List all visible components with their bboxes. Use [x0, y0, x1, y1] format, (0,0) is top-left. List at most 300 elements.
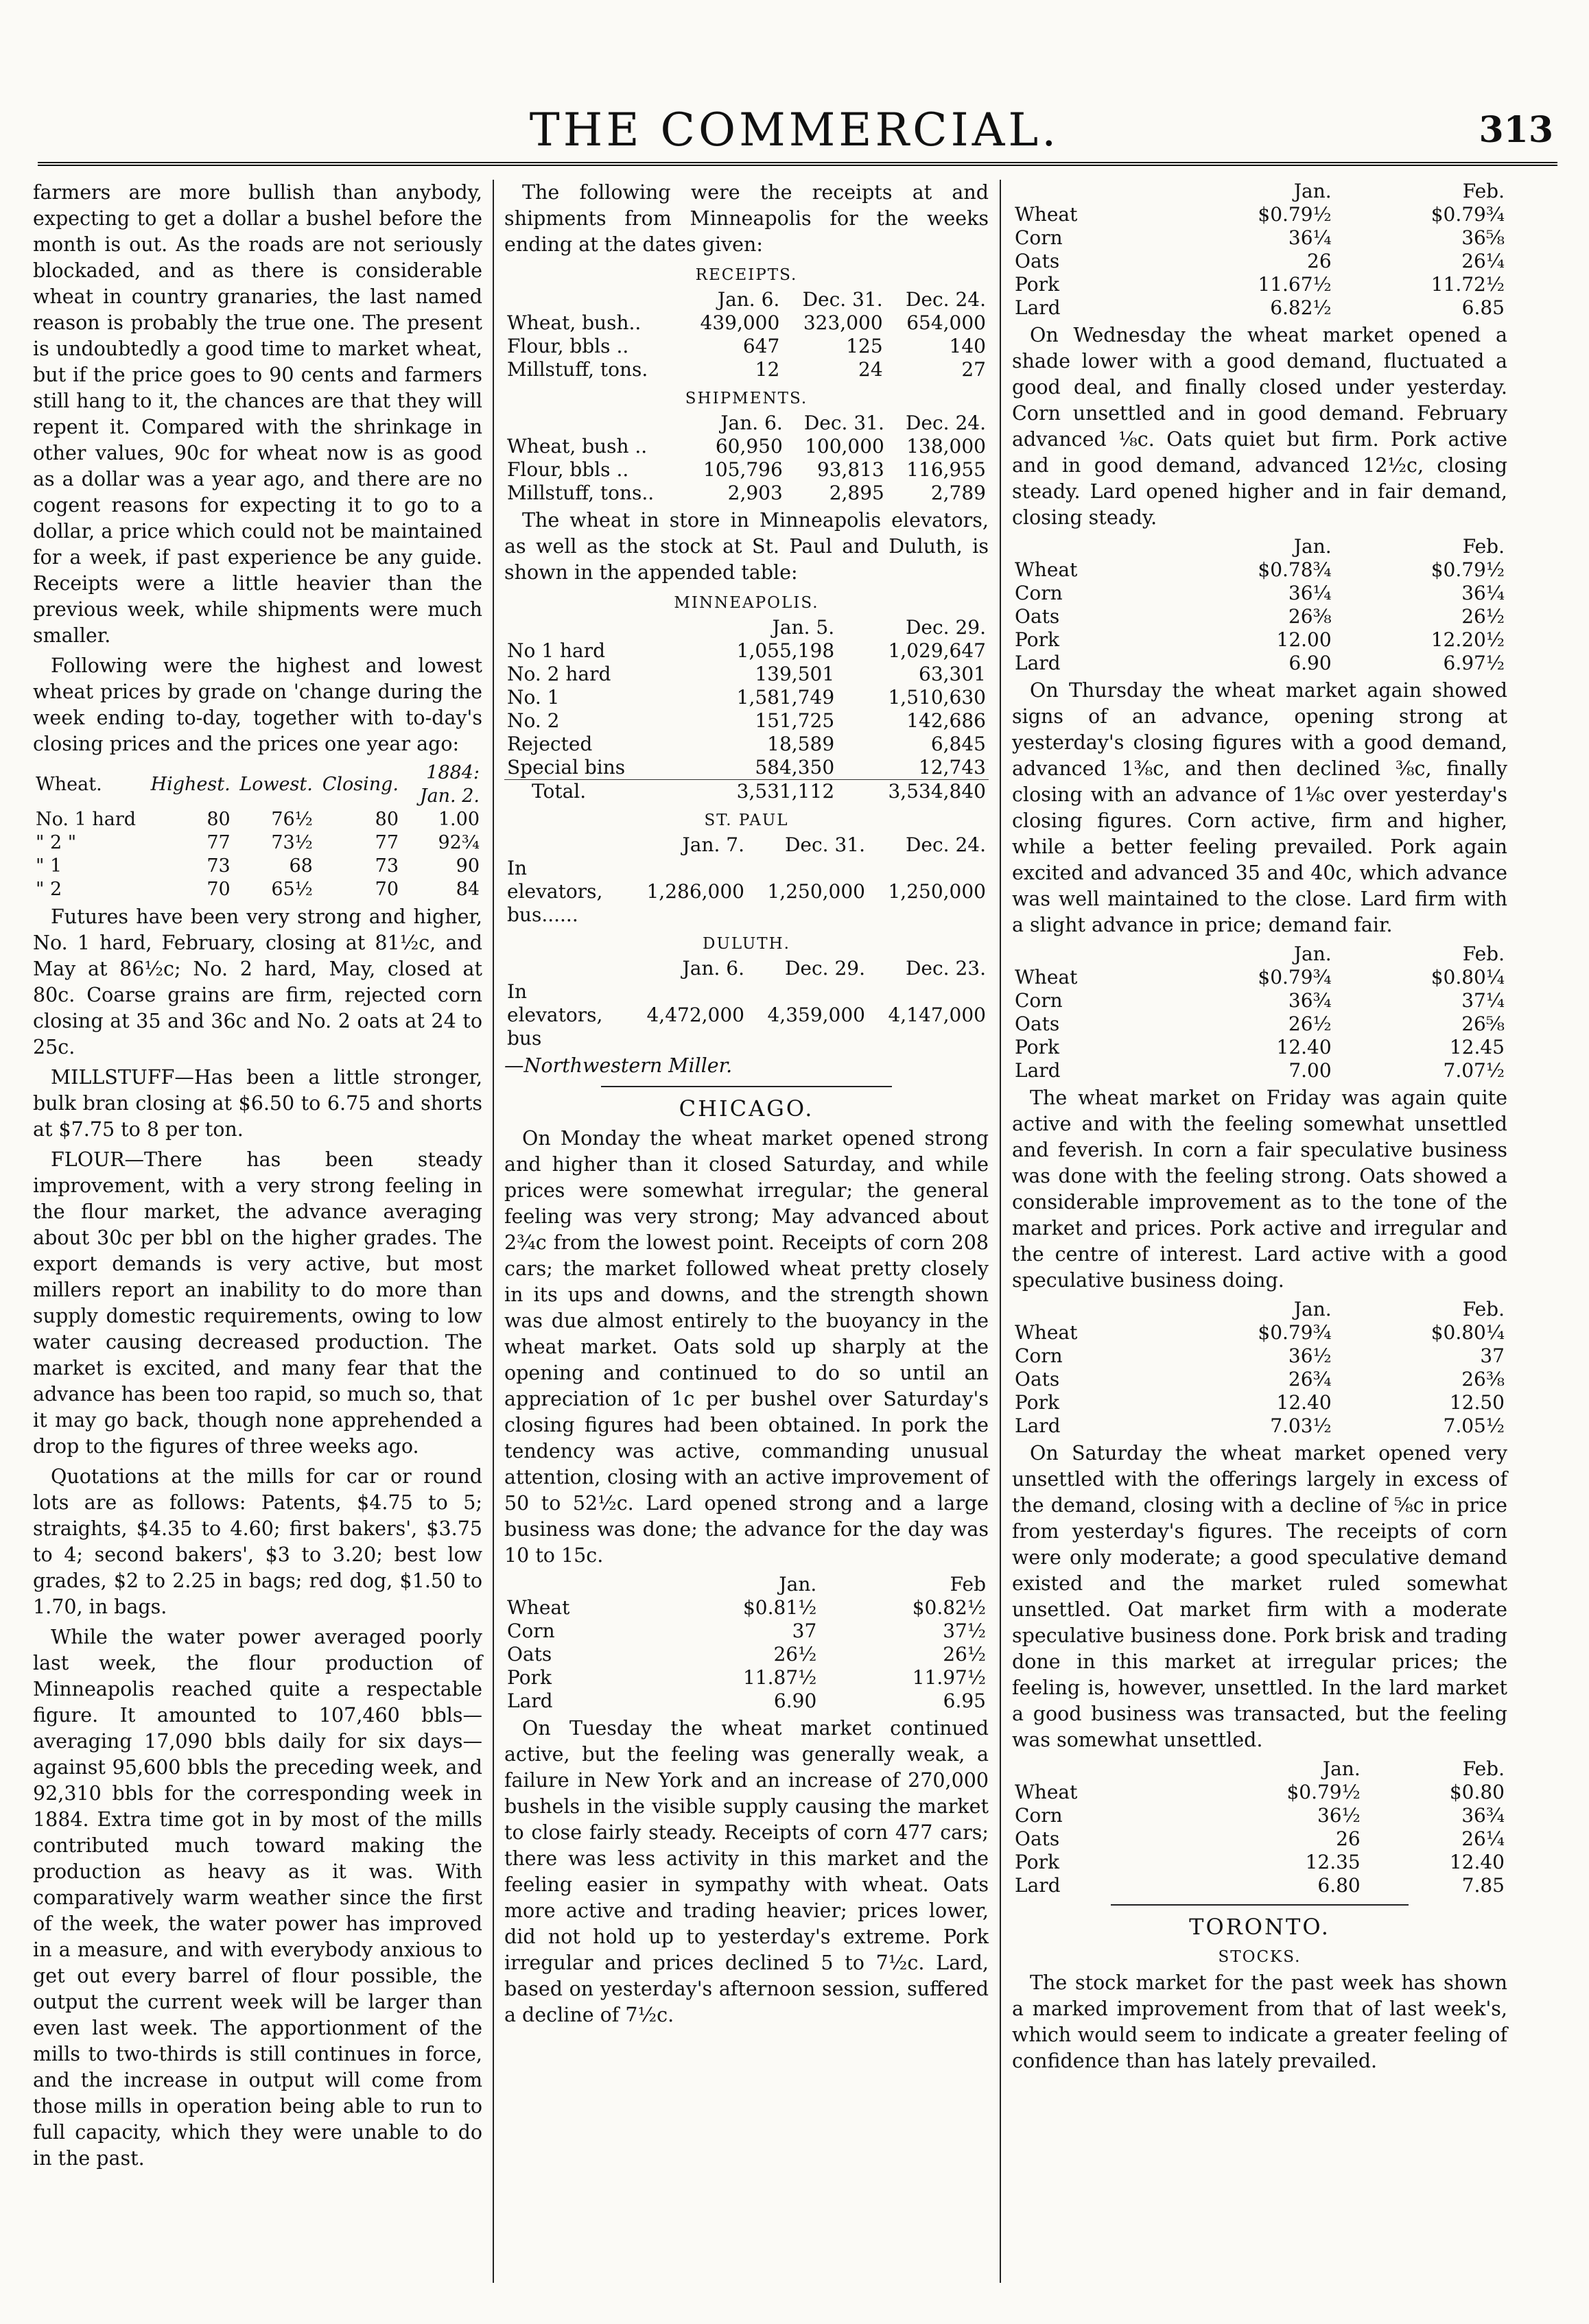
cell: 80 [375, 809, 399, 830]
header-cell [504, 616, 685, 639]
table-row [504, 1643, 989, 1666]
cell: 7.05½ [1443, 1414, 1505, 1437]
cell: 1,581,749 [736, 686, 835, 709]
table-header [1012, 180, 1507, 203]
table-row [504, 358, 989, 381]
cell: 26¾ [1288, 1368, 1332, 1390]
cell: 93,813 [816, 458, 884, 481]
table-header [504, 957, 989, 980]
cell: 12 [755, 358, 780, 381]
cell: 68 [289, 855, 313, 877]
table-row [1012, 1827, 1507, 1851]
cell: Oats [1015, 1827, 1060, 1850]
table-row [1012, 605, 1507, 628]
header-cell: Jan. 6. [682, 957, 744, 980]
table-row [1012, 296, 1507, 320]
paragraph: On Monday the wheat market opened strong and higher than it closed Saturday, and while prices were somewhat irregular; the general feeling was very strong; May advanced about 2¾c from the lowest point. Receipts of corn 208 cars; the market followed wheat pretty closely in its ups and downs, and the strength shown was due almost entirely to the buoyancy in the wheat market. Oats sold up sharply at the opening and continued to do so until an appreciation of 1c per bushel over Saturday's closing figures had been obtained. In pork the tendency was active, commanding unusual attention, closing with an active improvement of 50 to 52½c. Lard opened strong and a large business was done; the advance for the day was 10 to 15c. [504, 1127, 989, 1567]
cell: 2,895 [829, 482, 884, 504]
cell: Special bins [507, 756, 626, 779]
table-header [33, 761, 482, 808]
cell: 116,955 [906, 458, 986, 481]
cell: Wheat [1015, 558, 1078, 581]
table-row [1012, 1804, 1507, 1827]
minneapolis-table [504, 616, 989, 803]
header-cell: Jan. 6. [717, 288, 780, 311]
cell: 18,589 [767, 733, 835, 755]
page-number: 313 [1479, 109, 1553, 151]
header-cell: Jan. [779, 1573, 817, 1596]
cell: 37 [1480, 1344, 1505, 1367]
cell: 6.90 [1288, 652, 1332, 674]
paragraph: The stock market for the past week has shown a marked improvement from that of last week's, which would seem to indicate a greater feeling of confidence than has lately prevailed. [1012, 1971, 1507, 2072]
cell: 11.67½ [1258, 273, 1332, 296]
cell: 73 [207, 855, 231, 877]
table-row [504, 1666, 989, 1689]
column-3 [1012, 180, 1507, 2283]
cell: Pork [1015, 273, 1059, 296]
header-rule [38, 162, 1557, 166]
cell: 6.82½ [1270, 296, 1332, 319]
cell: 105,796 [703, 458, 783, 481]
cell: 6.95 [943, 1689, 986, 1712]
table-row [1012, 1874, 1507, 1897]
cell: 1,055,198 [736, 639, 835, 662]
table-row [1012, 558, 1507, 582]
cell: $0.80¼ [1431, 966, 1505, 988]
table-row [1012, 1059, 1507, 1082]
cell: 654,000 [906, 311, 986, 334]
table-caption: RECEIPTS. [695, 266, 798, 284]
cell: 12.50 [1449, 1391, 1505, 1414]
header-cell: Dec. 31. [803, 412, 884, 434]
header-cell: Feb [950, 1573, 986, 1596]
cell: 151,725 [755, 709, 835, 732]
table-header [504, 288, 989, 311]
table-row [504, 311, 989, 335]
section-rule [1111, 1904, 1408, 1906]
cell: 7.03½ [1270, 1414, 1332, 1437]
cell: 36⅝ [1461, 226, 1505, 249]
cell: $0.79½ [1258, 203, 1332, 226]
table-row [1012, 1851, 1507, 1874]
cell: 70 [375, 879, 399, 900]
cell: Corn [1015, 989, 1063, 1012]
table-header [504, 833, 989, 857]
cell: 26½ [943, 1643, 986, 1665]
cell: $0.81½ [742, 1596, 817, 1619]
table-header [504, 1573, 989, 1596]
header-cell: Feb. [1462, 535, 1505, 558]
cell: 584,350 [755, 756, 835, 779]
cell: No 1 hard [507, 639, 606, 662]
section-heading-toronto: TORONTO. [1189, 1914, 1330, 1940]
cell: 4,472,000 [646, 1004, 744, 1026]
cell: No. 2 hard [507, 663, 611, 685]
tuesday-prices-table [1012, 180, 1507, 320]
cell: 26¼ [1461, 250, 1505, 272]
paragraph: Futures have been very strong and higher, No. 1 hard, February, closing at 81½c, and May at 86½c; No. 2 hard, May, closed at 80c. Coarse grains are firm, rejected corn closing at 35 and 36c and No. 2 oats at 24 to 25c. [33, 905, 482, 1058]
monday-prices-table [504, 1573, 989, 1713]
cell: 1,029,647 [888, 639, 986, 662]
section-heading-chicago: CHICAGO. [679, 1095, 814, 1122]
cell: 6.90 [773, 1689, 817, 1712]
cell: Flour, bbls .. [507, 335, 629, 357]
cell: Oats [1015, 250, 1060, 272]
cell: 77 [375, 832, 399, 853]
table-caption: ST. PAUL [704, 811, 789, 829]
cell: Lard [507, 1689, 553, 1712]
table-row [1012, 1036, 1507, 1059]
cell: Corn [1015, 582, 1063, 604]
cell: 12.20½ [1431, 628, 1505, 651]
cell: 323,000 [803, 311, 883, 334]
wednesday-prices-table [1012, 535, 1507, 675]
cell: 12.40 [1276, 1036, 1332, 1058]
table-row [1012, 273, 1507, 296]
table-header [1012, 1757, 1507, 1781]
cell: 36¼ [1288, 582, 1332, 604]
cell: 142,686 [906, 709, 986, 732]
cell: $0.79¾ [1258, 966, 1332, 988]
cell: 36¼ [1461, 582, 1505, 604]
paragraph: While the water power averaged poorly last week, the flour production of Minneapolis reached quite a respectable figure. It amounted to 107,460 bbls—averaging 17,090 bbls daily for six days—against 95,600 bbls the preceding week, and 92,310 bbls for the corresponding week in 1884. Extra time got in by most of the mills contributed much toward making the production as heavy as it was. With comparatively warm weather since the first of the week, the water power has improved in a measure, and with everybody anxious to get out every barrel of flour possible, the output the current week will be larger than even last week. The apportionment of the mills to two-thirds is still continues in force, and the increase in output will come from those mills in operation being able to run to full capacity, which they were unable to do in the past. [33, 1626, 482, 2170]
cell: 139,501 [755, 663, 835, 685]
paragraph: On Thursday the wheat market again showed signs of an advance, opening strong at yesterday's closing figures with a good demand, advanced 1⅜c, and then declined ⅜c, finally closing with an advance of 1⅛c over yesterday's closing figures. Corn active, firm and higher, while a better feeling prevailed. Pork again excited and advanced 35 and 40c, which advance was well maintained to the close. Lard firm with a slight advance in price; demand fair. [1012, 679, 1507, 936]
header-cell: Dec. 24. [905, 412, 986, 434]
page-title: THE COMMERCIAL. [529, 104, 1060, 156]
table-row [504, 663, 989, 686]
cell: In elevators, bus...... [507, 857, 603, 926]
cell: 80 [207, 809, 231, 830]
cell: 12.40 [1449, 1851, 1505, 1873]
cell: 37¼ [1461, 989, 1505, 1012]
cell: 26⅜ [1288, 605, 1332, 628]
table-row [504, 756, 989, 780]
cell: 7.00 [1288, 1059, 1332, 1082]
table-row [1012, 226, 1507, 250]
header-cell: Highest. [150, 774, 231, 795]
saturday-prices-table [1012, 1757, 1507, 1897]
table-row [1012, 1321, 1507, 1344]
cell: 76½ [271, 809, 313, 830]
header-cell [504, 1573, 650, 1596]
table-row [504, 1620, 989, 1643]
cell: 138,000 [906, 435, 986, 458]
cell: Wheat [1015, 966, 1078, 988]
paragraph: On Wednesday the wheat market opened a shade lower with a good demand, fluctuated a good deal, and finally closed under yesterday. Corn unsettled and in good demand. February advanced ⅛c. Oats quiet but firm. Pork active and in good demand, advanced 12½c, closing steady. Lard opened higher and in fair demand, closing steady. [1012, 324, 1507, 529]
duluth-table [504, 957, 989, 1050]
cell: Pork [1015, 1036, 1059, 1058]
table-row [504, 458, 989, 482]
column-divider [1000, 180, 1001, 2283]
cell: Oats [1015, 1368, 1060, 1390]
cell: 37½ [943, 1620, 986, 1642]
cell: $0.79½ [1431, 558, 1505, 581]
header-cell: Lowest. [239, 774, 313, 795]
cell: 27 [961, 358, 986, 381]
cell: 6,845 [930, 733, 986, 755]
cell: Corn [507, 1620, 555, 1642]
cell: 11.72½ [1431, 273, 1505, 296]
header-cell: Feb. [1462, 1298, 1505, 1320]
cell: 26⅜ [1461, 1368, 1505, 1390]
cell: 65½ [271, 879, 313, 900]
cell: 26½ [1288, 1012, 1332, 1035]
cell: Millstuff, tons. [507, 358, 648, 381]
header-cell: Dec. 31. [784, 833, 865, 856]
cell: 60,950 [715, 435, 783, 458]
cell: 1.00 [438, 809, 480, 830]
table-row [504, 639, 989, 663]
header-cell: Jan. 6. [720, 412, 783, 434]
cell: 11.97½ [912, 1666, 986, 1689]
table-row [504, 980, 989, 1050]
paragraph: The wheat in store in Minneapolis elevators, as well as the stock at St. Paul and Duluth, is shown in the appended table: [504, 509, 989, 584]
subsection-heading-stocks: STOCKS. [1218, 1948, 1302, 1966]
header-cell: Jan. [1293, 180, 1332, 202]
paragraph: Quotations at the mills for car or round lots are as follows: Patents, $4.75 to 5; straights, $4.35 to 4.60; first bakers', $3.75 to 4; second bakers', $3 to 3.20; best low grades, $2 to 2.25 in bags; red dog, $1.50 to 1.70, in bags. [33, 1465, 482, 1618]
section-rule [601, 1086, 892, 1087]
cell: Lard [1015, 1059, 1061, 1082]
cell: $0.82½ [912, 1596, 986, 1619]
header-cell [1012, 180, 1161, 203]
cell: 36¾ [1461, 1804, 1505, 1827]
header-cell: Feb. [1462, 1757, 1505, 1780]
table-header [504, 616, 989, 639]
cell: 3,531,112 [736, 780, 835, 803]
cell: Corn [1015, 226, 1063, 249]
cell: $0.80 [1449, 1781, 1505, 1803]
table-row [33, 855, 482, 878]
table-row [1012, 582, 1507, 605]
table-row [1012, 989, 1507, 1012]
table-header [1012, 942, 1507, 966]
cell: Wheat [507, 1596, 570, 1619]
cell: 6.97½ [1443, 652, 1505, 674]
cell: 63,301 [919, 663, 986, 685]
cell: 647 [742, 335, 780, 357]
table-row [504, 686, 989, 709]
cell: 125 [846, 335, 883, 357]
header-cell: 1884: Jan. 2. [419, 762, 480, 807]
table-row [1012, 250, 1507, 273]
cell: 439,000 [700, 311, 780, 334]
cell: Pork [1015, 1851, 1059, 1873]
table-row [1012, 1368, 1507, 1391]
cell: Wheat [1015, 203, 1078, 226]
cell: 73½ [271, 832, 313, 853]
table-caption: MINNEAPOLIS. [674, 594, 819, 612]
cell: 26⅝ [1461, 1012, 1505, 1035]
cell: No. 1 [507, 686, 560, 709]
cell: 36¼ [1288, 226, 1332, 249]
cell: 3,534,840 [888, 780, 986, 803]
cell: 12.40 [1276, 1391, 1332, 1414]
table-row [1012, 1414, 1507, 1438]
cell: 100,000 [805, 435, 884, 458]
cell: Wheat, bush .. [507, 435, 648, 458]
table-row [504, 1596, 989, 1620]
header-cell: Wheat. [36, 774, 102, 795]
cell: Rejected [507, 733, 593, 755]
cell: 37 [792, 1620, 817, 1642]
cell: " 1 [36, 855, 62, 877]
column-2 [504, 180, 989, 2283]
header-cell [504, 288, 680, 311]
cell: 1,250,000 [888, 880, 986, 903]
cell: Corn [1015, 1804, 1063, 1827]
header-cell: Jan. [1293, 942, 1332, 965]
cell: Flour, bbls .. [507, 458, 629, 481]
cell: Wheat [1015, 1321, 1078, 1344]
paragraph: The wheat market on Friday was again quite active and with the feeling somewhat unsettled and feverish. In corn a fair speculative business was done with the feeling strong. Oats showed a considerable improvement as to the tone of the market and prices. Pork active and irregular and the centre of interest. Lard active with a good speculative business doing. [1012, 1087, 1507, 1292]
header-cell: Jan. [1322, 1757, 1361, 1780]
cell: 77 [207, 832, 231, 853]
cell: 12,743 [919, 756, 986, 779]
cell: Pork [1015, 1391, 1059, 1414]
cell: Total. [532, 780, 587, 803]
table-header [1012, 1298, 1507, 1321]
header-cell: Jan. [1293, 535, 1332, 558]
cell: 36¾ [1288, 989, 1332, 1012]
shipments-table [504, 412, 989, 505]
table-row [1012, 1391, 1507, 1414]
st-paul-table [504, 833, 989, 927]
cell: Lard [1015, 296, 1061, 319]
column-1 [33, 180, 482, 2283]
receipts-table [504, 288, 989, 381]
cell: $0.79¾ [1258, 1321, 1332, 1344]
header-cell [504, 957, 626, 980]
header-cell [1012, 942, 1161, 966]
cell: 7.85 [1461, 1874, 1505, 1897]
table-row [504, 482, 989, 505]
cell: Corn [1015, 1344, 1063, 1367]
header-cell: Jan. 7. [682, 833, 744, 856]
paragraph: On Saturday the wheat market opened very unsettled with the offerings largely in excess of the demand, closing with a decline of ⅝c in price from yesterday's figures. The receipts of corn were only moderate; a good speculative demand existed and the market ruled somewhat unsettled. Oat market firm with a moderate speculative business done. Pork brisk and trading done in this market at irregular prices; the feeling is, however, unsettled. In the lard market a good business was transacted, but the feeling was somewhat unsettled. [1012, 1442, 1507, 1751]
cell: 84 [456, 879, 480, 900]
cell: 90 [456, 855, 480, 877]
cell: 36½ [1288, 1344, 1332, 1367]
header-cell [1012, 535, 1161, 558]
cell: Lard [1015, 1414, 1061, 1437]
cell: 26 [1307, 250, 1332, 272]
cell: 12.45 [1449, 1036, 1505, 1058]
table-row [1012, 652, 1507, 675]
table-row [504, 733, 989, 756]
table-row [504, 1689, 989, 1713]
cell: Wheat [1015, 1781, 1078, 1803]
paragraph: MILLSTUFF—Has been a little stronger, bulk bran closing at $6.50 to 6.75 and shorts at $7.75 to 8 per ton. [33, 1066, 482, 1141]
table-header [1012, 535, 1507, 558]
table-row [1012, 1344, 1507, 1368]
cell: $0.80¼ [1431, 1321, 1505, 1344]
cell: 6.80 [1317, 1874, 1361, 1897]
table-row [504, 709, 989, 733]
header-cell [1012, 1298, 1161, 1321]
cell: " 2 [36, 879, 62, 900]
table-row [33, 878, 482, 901]
cell: 11.87½ [742, 1666, 817, 1689]
cell: $0.78¾ [1258, 558, 1332, 581]
table-row [504, 435, 989, 458]
cell: " 2 " [36, 832, 77, 853]
paragraph: Following were the highest and lowest wheat prices by grade on 'change during the week ending to-day, together with to-day's closing prices and the prices one year ago: [33, 654, 482, 755]
friday-prices-table [1012, 1298, 1507, 1438]
cell: 26½ [1461, 605, 1505, 628]
cell: No. 2 [507, 709, 560, 732]
wheat-prices-table [33, 761, 482, 901]
table-row [1012, 628, 1507, 652]
cell: 1,286,000 [646, 880, 744, 903]
paragraph: On Tuesday the wheat market continued active, but the feeling was generally weak, a failure in New York and an increase of 270,000 bushels in the visible supply causing the market to close fairly steady. Receipts of corn 477 cars; there was less activity in this market and the feeling easier in sympathy with wheat. Oats more active and trading heavier; prices lower, did not hold up to yesterday's extreme. Pork irregular and prices declined 5 to 7½c. Lard, based on yesterday's afternoon session, suffered a decline of 7½c. [504, 1717, 989, 2026]
cell: 12.00 [1276, 628, 1332, 651]
cell: No. 1 hard [36, 809, 137, 830]
cell: Oats [1015, 1012, 1060, 1035]
cell: 12.35 [1305, 1851, 1361, 1873]
header-cell: Jan. [1293, 1298, 1332, 1320]
source-credit: —Northwestern Miller. [504, 1054, 733, 1077]
table-row [1012, 1012, 1507, 1036]
column-divider [493, 180, 494, 2283]
cell: Oats [507, 1643, 552, 1665]
page-header [27, 103, 1562, 158]
table-row [33, 808, 482, 831]
table-row [1012, 966, 1507, 989]
header-cell [504, 412, 685, 435]
cell: 26¼ [1461, 1827, 1505, 1850]
table-total-row [504, 780, 989, 804]
table-row [504, 335, 989, 358]
cell: 2,903 [727, 482, 783, 504]
cell: Lard [1015, 1874, 1061, 1897]
header-cell: Feb. [1462, 180, 1505, 202]
cell: 140 [949, 335, 986, 357]
thursday-prices-table [1012, 942, 1507, 1082]
cell: Pork [507, 1666, 552, 1689]
cell: Millstuff, tons.. [507, 482, 655, 504]
cell: 1,510,630 [888, 686, 986, 709]
header-cell [504, 833, 626, 857]
table-row [504, 857, 989, 927]
cell: 26½ [773, 1643, 817, 1665]
cell: 70 [207, 879, 231, 900]
cell: Lard [1015, 652, 1061, 674]
paragraph: farmers are more bullish than anybody, expecting to get a dollar a bushel before the month is out. As the roads are not seriously blockaded, and as there is considerable wheat in country granaries, the last named reason is probably the true one. The present is undoubtedly a good time to market wheat, but if the price goes to 90 cents and farmers still hang to it, the chances are that they will repent it. Compared with the shrinkage in other values, 90c for wheat now is as good as a dollar was a year ago, and there are no cogent reasons for expecting it to go to a dollar, a price which could not be maintained for a week, if past experience be any guide. Receipts were a little heavier than the previous week, while shipments were much smaller. [33, 181, 482, 647]
paragraph: FLOUR—There has been steady improvement, with a very strong feeling in the flour market, the advance averaging about 30c per bbl on the higher grades. The export demands is very active, but most millers report an inability to do more than supply domestic requirements, owing to low water causing decreased production. The market is excited, and many fear that the advance has been too rapid, so much so, that it may go back, though none apprehended a drop to the figures of three weeks ago. [33, 1148, 482, 1458]
table-caption: DULUTH. [703, 935, 790, 953]
table-caption: SHIPMENTS. [685, 390, 808, 407]
table-header [504, 412, 989, 435]
cell: 1,250,000 [767, 880, 865, 903]
cell: Wheat, bush.. [507, 311, 642, 334]
table-row [1012, 1781, 1507, 1804]
cell: $0.79¾ [1431, 203, 1505, 226]
header-cell: Feb. [1462, 942, 1505, 965]
cell: 92¾ [438, 832, 480, 853]
cell: 2,789 [930, 482, 986, 504]
header-cell: Jan. 5. [772, 616, 835, 639]
cell: Pork [1015, 628, 1059, 651]
header-cell: Dec. 24. [905, 833, 986, 856]
table-row [33, 831, 482, 855]
cell: 73 [375, 855, 399, 877]
cell: 6.85 [1461, 296, 1505, 319]
cell: 7.07½ [1443, 1059, 1505, 1082]
cell: 4,359,000 [767, 1004, 865, 1026]
cell: In elevators, bus [507, 980, 603, 1050]
cell: Oats [1015, 605, 1060, 628]
